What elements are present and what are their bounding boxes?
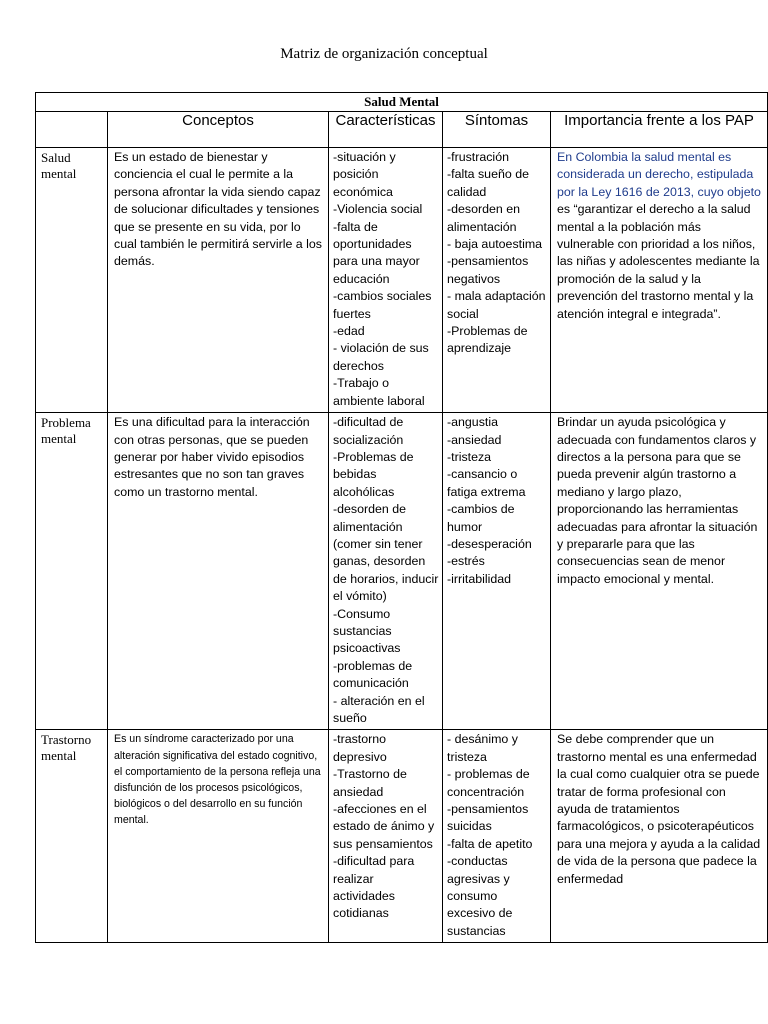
header-empty: [36, 112, 108, 148]
importance-highlight: En Colombia la salud mental es considerada un derecho, estipulada por la Ley 1616 de 2013, cuyo objeto: [557, 150, 761, 199]
list-item: -desesperación: [447, 536, 532, 551]
list-item: -Problemas de bebidas alcohólicas: [333, 449, 418, 499]
characteristics-cell: [329, 413, 443, 730]
characteristics-cell: [329, 148, 443, 413]
importance-cell: Brindar un ayuda psicológica y adecuada con fundamentos claros y directos a la persona para que se pueda prevenir algún trastorno a mediano y largo plazo, proporcionando las herramientas adecuadas para afrontar la situación y prepararle para que las consecuencias sean de menor impacto emocional y mental.: [551, 413, 768, 730]
list-item: -Consumo sustancias psicoactivas: [333, 606, 401, 656]
list-item: - violación de sus derechos: [333, 341, 433, 373]
list-item: -afecciones en el estado de ánimo y sus pensamientos: [333, 802, 438, 851]
document-title: Matriz de organización conceptual: [280, 46, 488, 62]
table-row: [36, 148, 768, 413]
list-item: -cansancio o fatiga extrema: [447, 467, 526, 499]
concept-cell: [108, 730, 329, 943]
table-caption: Salud Mental: [36, 93, 768, 112]
list-item: -Trastorno de ansiedad: [333, 767, 411, 799]
list-item: -tristeza: [447, 449, 492, 464]
list-item: -dificultad para realizar actividades cotidianas: [333, 854, 418, 921]
list-item: -situación y posición económica: [333, 150, 400, 199]
symptoms-cell: [443, 148, 551, 413]
symptoms-cell: [443, 413, 551, 730]
concept-matrix-table: [35, 92, 768, 943]
list-item: - desánimo y tristeza: [447, 732, 522, 764]
list-item: -ansiedad: [447, 432, 502, 447]
list-item: - mala adaptación social: [447, 289, 549, 321]
importance-cell: [551, 148, 768, 413]
importance-text: es “garantizar el derecho a la salud mental a la población más vulnerable con prioridad a los niños, las niñas y adolescentes mediante la promoción de la salud y la prevención del trastorno mental y la atención integral e integrada”.: [557, 202, 760, 321]
list-item: - alteración en el sueño: [333, 693, 429, 725]
symptoms-cell: [443, 730, 551, 943]
concept-line: el comportamiento de la persona refleja una disfunción de los procesos psicológicos, biológicos o del desarrollo en su función mental.: [114, 765, 324, 827]
list-item: - problemas de concentración: [447, 767, 534, 799]
concept-cell: Es una dificultad para la interacción con otras personas, que se pueden generar por haber vivido episodios estresantes que no son tan graves como un trastorno mental.: [108, 413, 329, 730]
list-item: -desorden en alimentación: [447, 202, 524, 234]
header-conceptos: Conceptos: [108, 112, 329, 148]
list-item: -falta de apetito: [447, 836, 533, 851]
row-label-salud-mental: Salud mental: [36, 148, 108, 413]
table-row: [36, 413, 768, 730]
list-item: -falta sueño de calidad: [447, 167, 533, 199]
list-item: -conductas agresivas y consumo excesivo de sustancias: [447, 854, 516, 938]
list-item: -frustración: [447, 150, 509, 164]
header-caracteristicas: Características: [329, 112, 443, 148]
concept-line: Es un síndrome caracterizado por una alteración significativa del estado cognitivo,: [114, 733, 318, 762]
header-importancia: Importancia frente a los PAP: [551, 112, 768, 148]
concept-cell: Es un estado de bienestar y conciencia el cual le permite a la persona afrontar la vida siendo capaz de solucionar dificultades y tensiones que se presente en su vida, por lo cual también le permitirá servirle a los demás.: [108, 148, 329, 413]
list-item: -irritabilidad: [447, 571, 512, 586]
list-item: -trastorno depresivo: [333, 732, 390, 764]
importance-cell: Se debe comprender que un trastorno mental es una enfermedad la cual como cualquier otra se puede tratar de forma profesional con ayuda de tratamientos farmacológicos, o psicoterapéuticos para una mejora y ayuda a la calidad de vida de la persona que padece la enfermedad: [551, 730, 768, 943]
row-label-trastorno-mental: Trastorno mental: [36, 730, 108, 943]
list-item: -pensamientos suicidas: [447, 802, 532, 834]
list-item: -cambios sociales fuertes: [333, 289, 435, 321]
list-item: -falta de oportunidades para una mayor educación: [333, 219, 424, 286]
list-item: -problemas de comunicación: [333, 658, 416, 691]
list-item: -angustia: [447, 415, 498, 430]
list-item: -Trabajo o ambiente laboral: [333, 376, 425, 408]
row-label-problema-mental: Problema mental: [36, 413, 108, 730]
list-item: -Problemas de aprendizaje: [447, 324, 532, 356]
list-item: -edad: [333, 324, 365, 339]
list-item: -estrés: [447, 554, 485, 569]
header-sintomas: Síntomas: [443, 112, 551, 148]
list-item: - baja autoestima: [447, 237, 543, 252]
table-row: [36, 730, 768, 943]
list-item: -dificultad de socialización: [333, 415, 407, 447]
table-title-row: [36, 93, 768, 112]
list-item: -Violencia social: [333, 202, 423, 217]
characteristics-cell: [329, 730, 443, 943]
list-item: -desorden de alimentación (comer sin tener ganas, desorden de horarios, inducir el vómito): [333, 502, 442, 604]
list-item: -pensamientos negativos: [447, 254, 532, 286]
list-item: -cambios de humor: [447, 502, 518, 534]
table-header-row: [36, 112, 768, 148]
